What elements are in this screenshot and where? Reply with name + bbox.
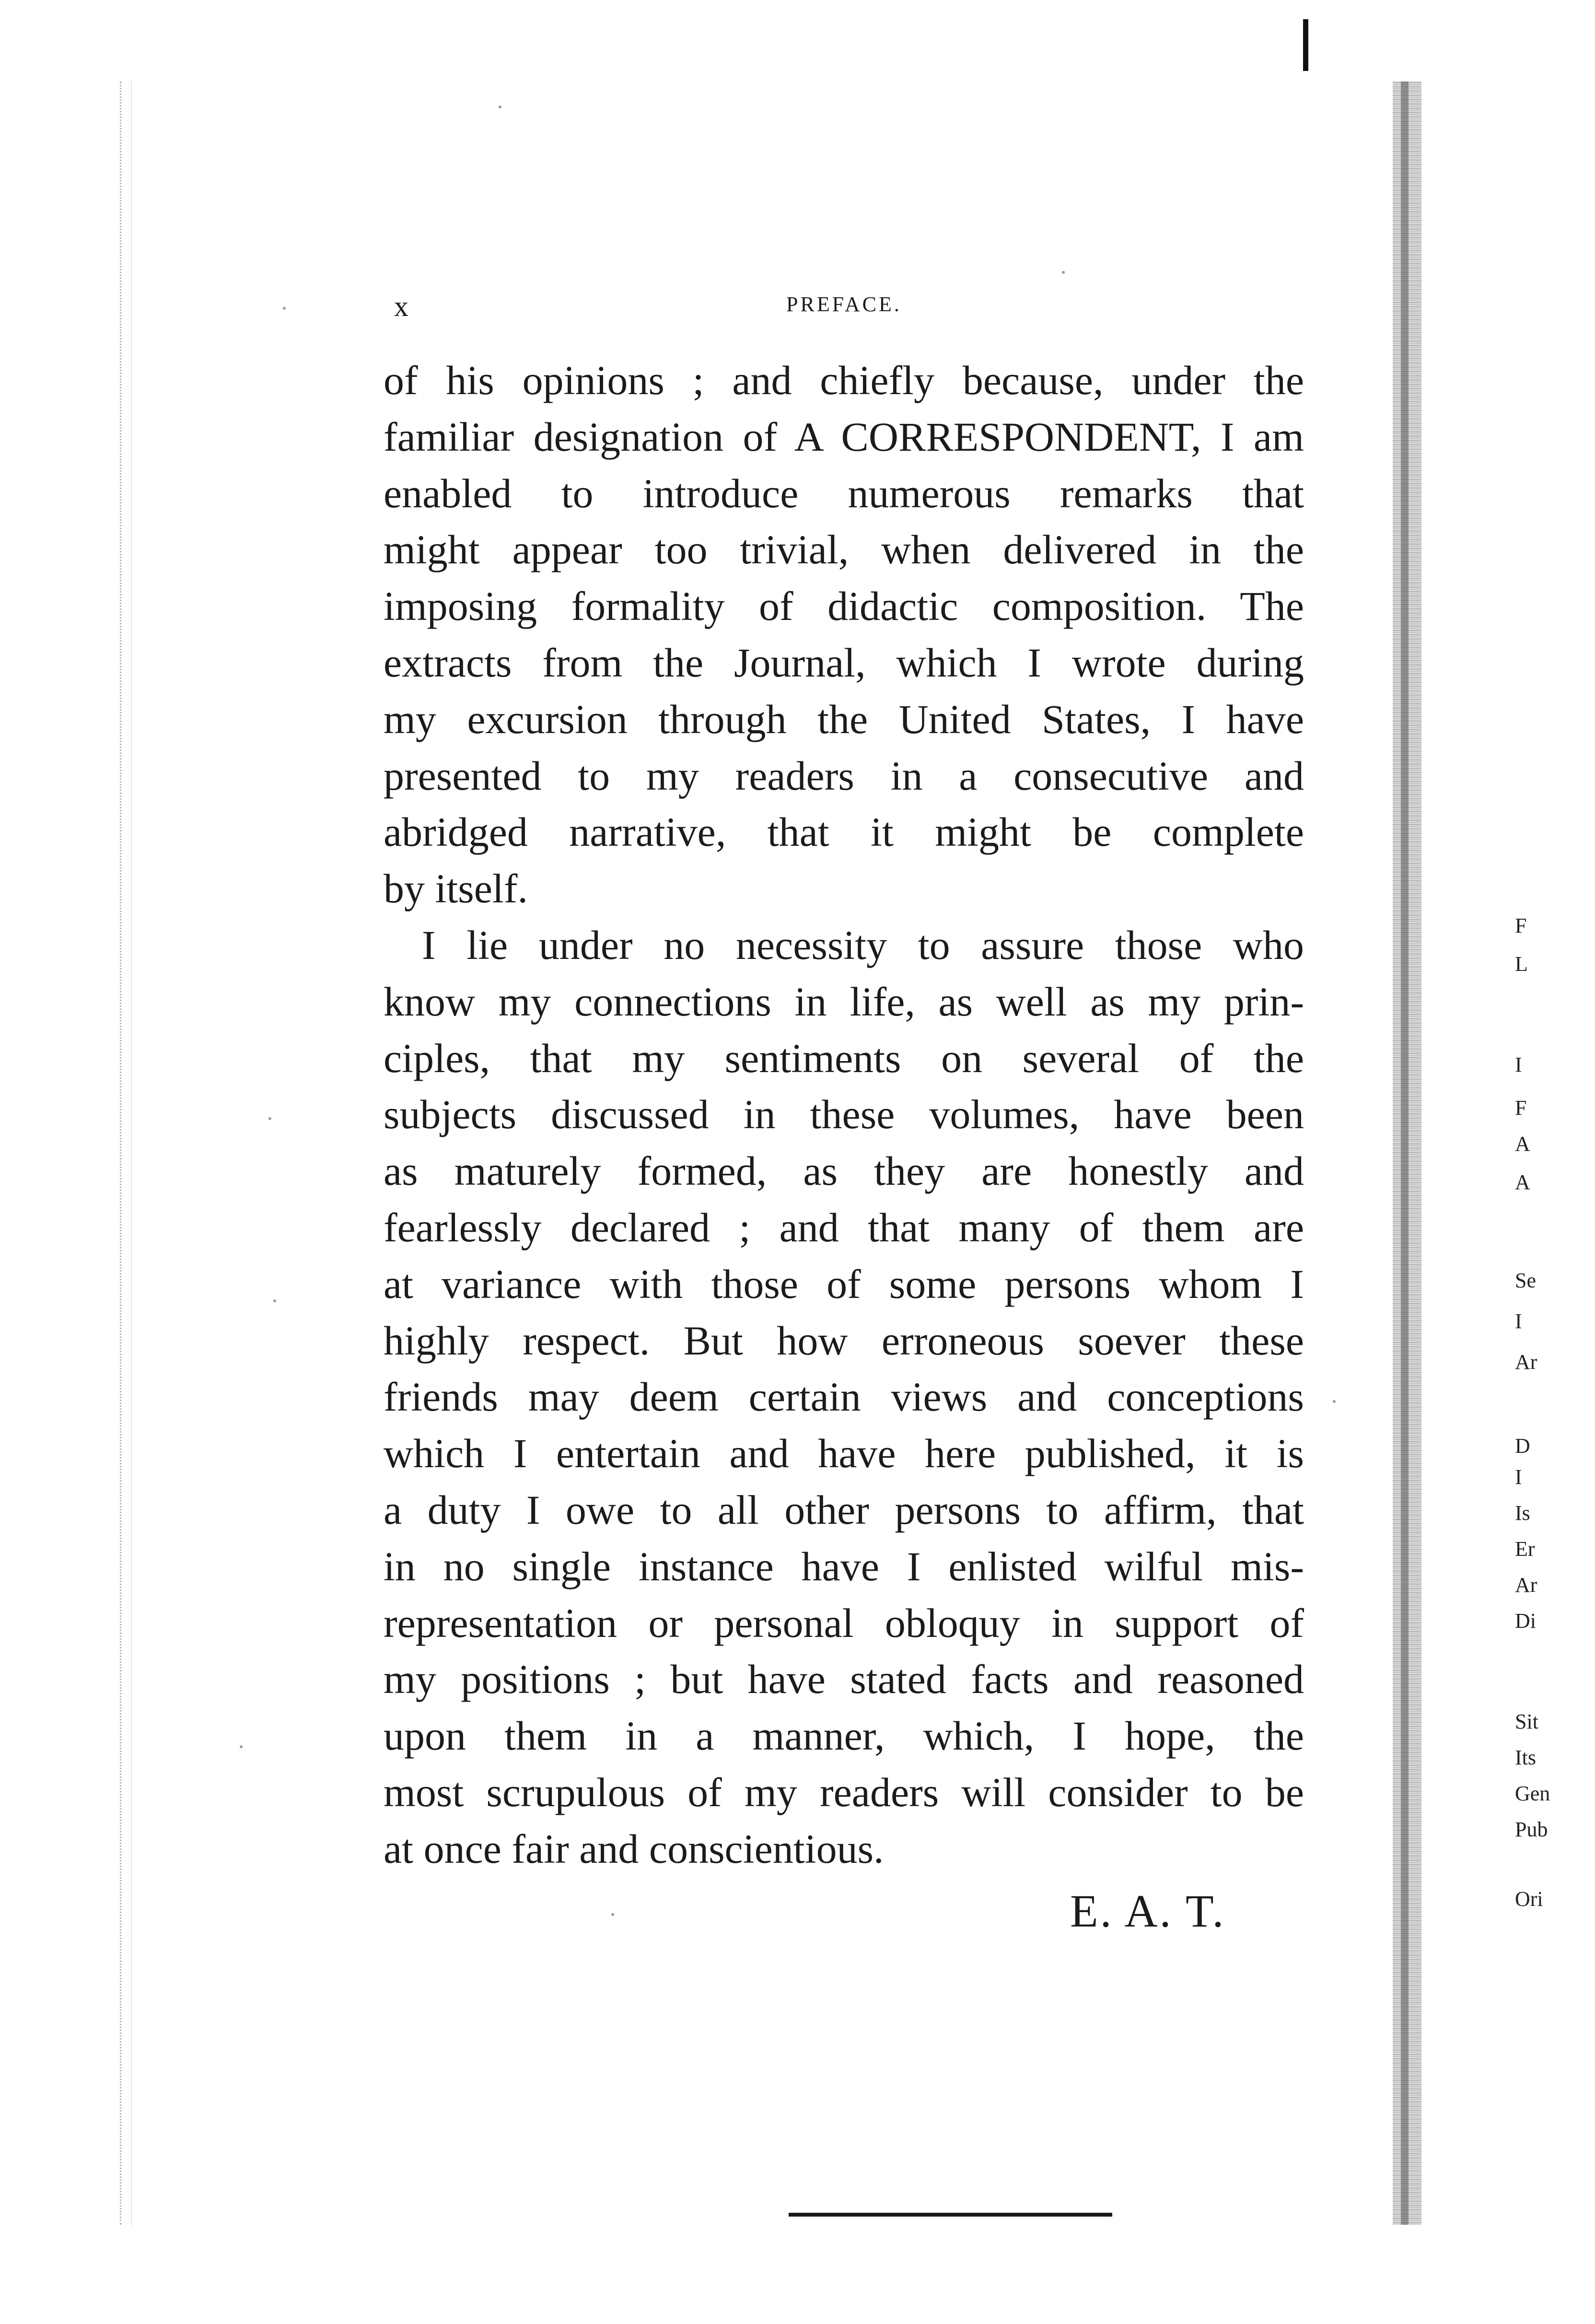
text-line: friends may deem certain views and conceptions <box>384 1374 1304 1420</box>
text-line: enabled to introduce numerous remarks that <box>384 470 1304 516</box>
fragment-text: L <box>1515 952 1528 976</box>
fragment-text: I <box>1515 1465 1522 1489</box>
text-line: I lie under no necessity to assure those who <box>422 922 1304 968</box>
text-line: my positions ; but have stated facts and reasoned <box>384 1656 1304 1703</box>
fragment-text: F <box>1515 1096 1527 1120</box>
text-line: most scrupulous of my readers will consider to be <box>384 1769 1304 1815</box>
text-line: familiar designation of A CORRESPONDENT, I am <box>384 413 1304 460</box>
text-line: highly respect. But how erroneous soever these <box>384 1317 1304 1364</box>
fragment-text: Ar <box>1515 1350 1537 1374</box>
text-line: a duty I owe to all other persons to affirm, that <box>384 1486 1304 1533</box>
text-line: at variance with those of some persons whom I <box>384 1261 1304 1307</box>
text-line: fearlessly declared ; and that many of them are <box>384 1204 1304 1250</box>
speck <box>499 105 501 108</box>
text-line: might appear too trivial, when delivered in the <box>384 526 1304 573</box>
text-line: know my connections in life, as well as my prin- <box>384 978 1304 1025</box>
text-line: my excursion through the United States, I have <box>384 696 1304 742</box>
left-binding-edge <box>120 82 132 2225</box>
bottom-rule <box>789 2213 1112 2217</box>
fragment-text: Gen <box>1515 1782 1550 1805</box>
fragment-text: Is <box>1515 1501 1530 1525</box>
fragment-text: Er <box>1515 1537 1535 1561</box>
fragment-text: Sit <box>1515 1710 1538 1733</box>
text-line: by itself. <box>384 865 528 912</box>
fragment-text: Pub <box>1515 1818 1548 1841</box>
adjacent-page-fragments <box>1515 913 1592 1920</box>
speck <box>240 1745 243 1748</box>
text-line: subjects discussed in these volumes, have been <box>384 1091 1304 1138</box>
speck <box>1062 271 1065 274</box>
text-line: representation or personal obloquy in support of <box>384 1600 1304 1646</box>
fragment-text: Di <box>1515 1609 1536 1633</box>
fragment-text: A <box>1515 1170 1530 1194</box>
text-line: imposing formality of didactic composition. The <box>384 583 1304 630</box>
fragment-text: D <box>1515 1434 1530 1458</box>
running-head <box>0 290 1595 324</box>
text-line: of his opinions ; and chiefly because, under the <box>384 357 1304 403</box>
paragraph-1 <box>384 352 1304 917</box>
speck <box>1333 1400 1336 1403</box>
fragment-text: I <box>1515 1053 1522 1076</box>
fragment-text: A <box>1515 1132 1530 1156</box>
fragment-text: Se <box>1515 1269 1536 1292</box>
text-line: upon them in a manner, which, I hope, the <box>384 1713 1304 1759</box>
text-line: abridged narrative, that it might be complete <box>384 809 1304 855</box>
text-line: in no single instance have I enlisted wilful mis- <box>384 1543 1304 1589</box>
page-title: PREFACE. <box>786 292 902 316</box>
speck <box>611 1913 614 1916</box>
right-page-edge-shadow <box>1401 82 1409 2225</box>
text-line: at once fair and conscientious. <box>384 1825 884 1872</box>
text-line: which I entertain and have here published, it is <box>384 1430 1304 1477</box>
fragment-text: I <box>1515 1309 1522 1333</box>
preface-body <box>384 352 1304 1872</box>
author-initials: E. A. T. <box>1070 1885 1226 1937</box>
text-line: presented to my readers in a consecutive and <box>384 752 1304 799</box>
fragment-text: Ar <box>1515 1573 1537 1597</box>
speck <box>268 1117 271 1120</box>
text-line: as maturely formed, as they are honestly and <box>384 1148 1304 1194</box>
top-ink-mark <box>1303 19 1308 71</box>
fragment-text: Ori <box>1515 1887 1543 1911</box>
paragraph-2 <box>384 917 1304 1878</box>
text-line: extracts from the Journal, which I wrote during <box>384 639 1304 686</box>
page-number: x <box>394 291 409 322</box>
speck <box>273 1299 276 1302</box>
fragment-text: F <box>1515 914 1527 937</box>
fragment-text: Its <box>1515 1746 1536 1769</box>
text-line: ciples, that my sentiments on several of the <box>384 1035 1304 1081</box>
